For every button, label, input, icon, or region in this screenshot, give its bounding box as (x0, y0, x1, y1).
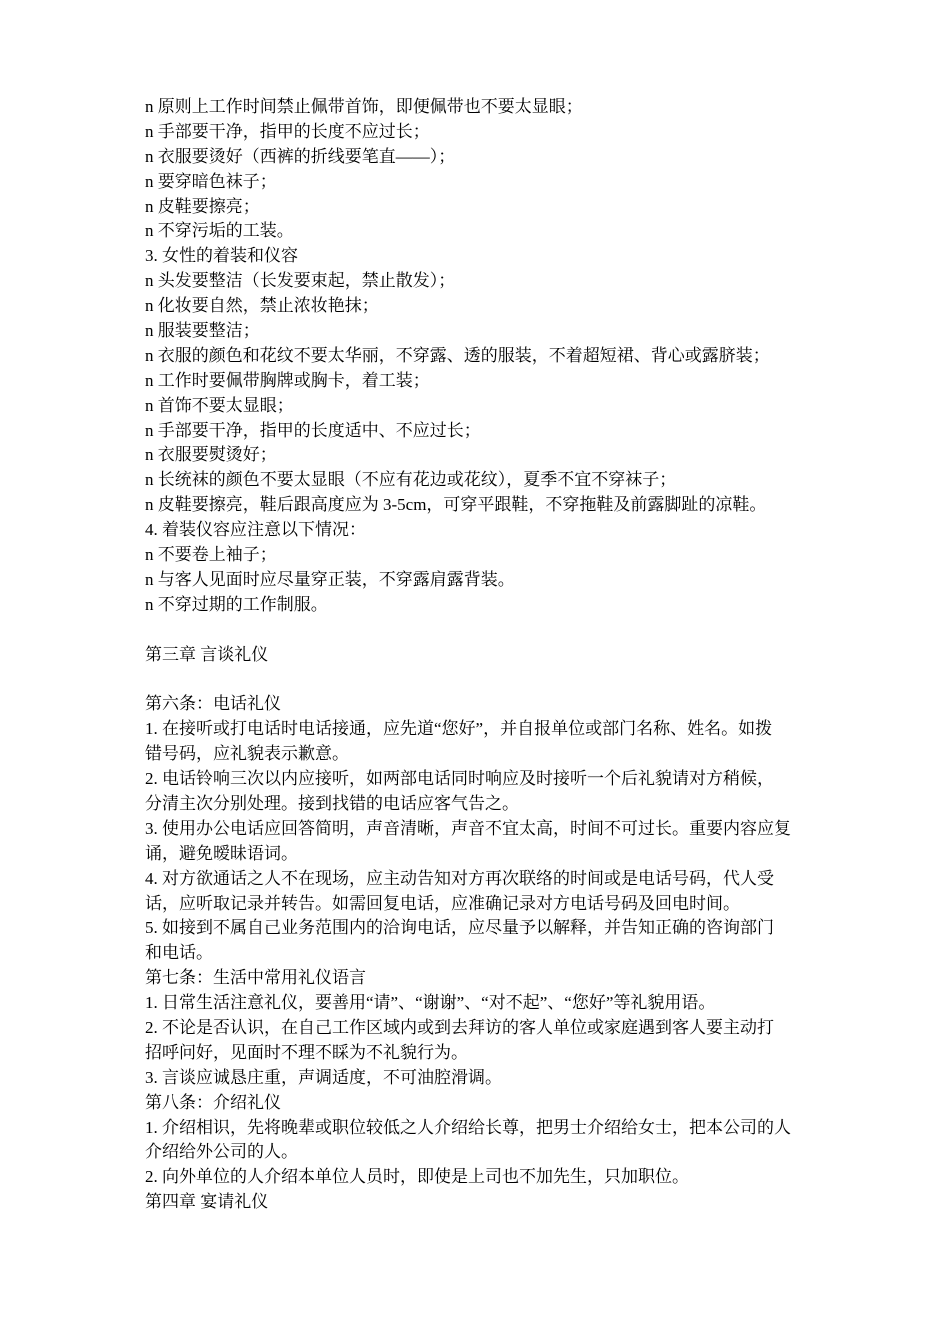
text-line: n 化妆要自然，禁止浓妆艳抹； (145, 296, 379, 316)
text-line: 分清主次分别处理。接到找错的电话应客气告之。 (145, 793, 519, 813)
text-line: n 不穿污垢的工装。 (145, 221, 294, 241)
text-line: 3. 使用办公电话应回答简明，声音清晰，声音不宜太高，时间不可过长。重要内容应复 (145, 818, 791, 838)
text-line: n 服装要整洁； (145, 321, 260, 341)
text-line: n 皮鞋要擦亮，鞋后跟高度应为 3-5cm，可穿平跟鞋，不穿拖鞋及前露脚趾的凉鞋。 (145, 495, 767, 515)
text-line: 3. 言谈应诚恳庄重，声调适度，不可油腔滑调。 (145, 1067, 502, 1087)
text-line: 错号码，应礼貌表示歉意。 (145, 744, 349, 764)
document-page (145, 95, 865, 1215)
blank-line (145, 667, 865, 692)
text-line: 5. 如接到不属自己业务范围内的洽询电话，应尽量予以解释，并告知正确的咨询部门 (145, 918, 774, 938)
text-line: 4. 着装仪容应注意以下情况： (145, 520, 366, 540)
text-line: 2. 不论是否认识，在自己工作区域内或到去拜访的客人单位或家庭遇到客人要主动打 (145, 1017, 774, 1037)
text-line: n 不穿过期的工作制服。 (145, 594, 328, 614)
text-line: n 原则上工作时间禁止佩带首饰，即便佩带也不要太显眼； (145, 97, 583, 116)
text-line: n 衣服要熨烫好； (145, 445, 277, 465)
text-line: 和电话。 (145, 943, 213, 963)
article-heading: 第六条：电话礼仪 (145, 694, 281, 714)
chapter-heading: 第三章 言谈礼仪 (145, 644, 269, 664)
text-line: n 与客人见面时应尽量穿正装，不穿露肩露背装。 (145, 569, 515, 589)
text-line: 诵，避免暧昧语词。 (145, 843, 298, 863)
text-line: 3. 女性的着装和仪容 (145, 246, 298, 266)
text-line: 4. 对方欲通话之人不在现场，应主动告知对方再次联络的时间或是电话号码，代人受 (145, 868, 774, 888)
text-line: n 不要卷上袖子； (145, 545, 277, 565)
text-line: n 手部要干净，指甲的长度不应过长； (145, 121, 430, 141)
blank-line (145, 618, 865, 643)
text-line: 2. 电话铃响三次以内应接听，如两部电话同时响应及时接听一个后礼貌请对方稍候， (145, 769, 774, 789)
article-heading: 第八条：介绍礼仪 (145, 1092, 281, 1112)
text-line: 招呼问好，见面时不理不睬为不礼貌行为。 (145, 1042, 468, 1062)
text-line: n 衣服要烫好（西裤的折线要笔直——）； (145, 146, 456, 166)
chapter-heading: 第四章 宴请礼仪 (145, 1192, 269, 1212)
text-line: n 工作时要佩带胸牌或胸卡，着工装； (145, 370, 430, 390)
text-line: 1. 日常生活注意礼仪，要善用“请”、“谢谢”、“对不起”、“您好”等礼貌用语。 (145, 993, 716, 1013)
text-line: 1. 在接听或打电话时电话接通，应先道“您好”，并自报单位或部门名称、姓名。如拨 (145, 719, 773, 739)
text-line: 1. 介绍相识，先将晚辈或职位较低之人介绍给长尊，把男士介绍给女士，把本公司的人 (145, 1117, 791, 1137)
text-line: 话，应听取记录并转告。如需回复电话，应准确记录对方电话号码及回电时间。 (145, 893, 740, 913)
text-line: n 长统袜的颜色不要太显眼（不应有花边或花纹），夏季不宜不穿袜子； (145, 470, 677, 490)
text-line: n 头发要整洁（长发要束起，禁止散发）； (145, 271, 456, 291)
text-line: 2. 向外单位的人介绍本单位人员时，即使是上司也不加先生，只加职位。 (145, 1167, 689, 1187)
text-line: n 衣服的颜色和花纹不要太华丽，不穿露、透的服装，不着超短裙、背心或露脐装； (145, 345, 770, 365)
text-line: 介绍给外公司的人。 (145, 1142, 298, 1162)
article-heading: 第七条：生活中常用礼仪语言 (145, 968, 366, 988)
text-line: n 要穿暗色袜子； (145, 171, 277, 191)
text-line: n 手部要干净，指甲的长度适中、不应过长； (145, 420, 481, 440)
text-line: n 首饰不要太显眼； (145, 395, 294, 415)
text-line: n 皮鞋要擦亮； (145, 196, 260, 216)
